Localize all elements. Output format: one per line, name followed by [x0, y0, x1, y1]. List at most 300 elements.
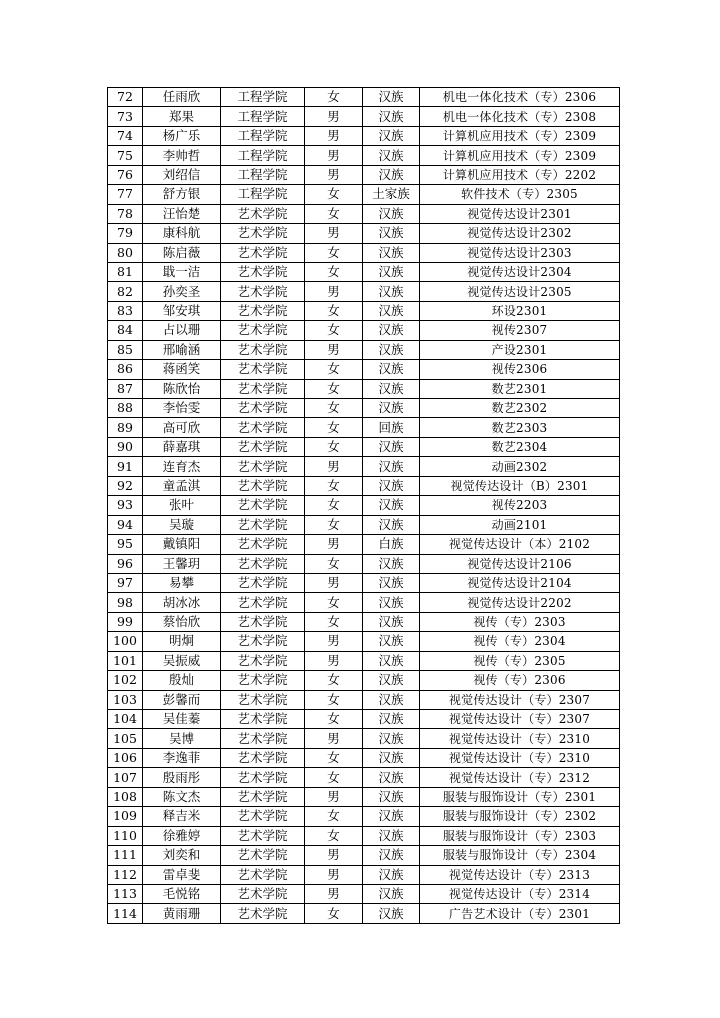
student-name-cell: 邹安琪 — [143, 301, 221, 320]
table-row — [108, 748, 620, 767]
ethnicity-cell: 汉族 — [363, 671, 420, 690]
row-number-cell: 114 — [108, 904, 143, 923]
table-row — [108, 379, 620, 398]
major-class-cell: 动画2302 — [420, 457, 620, 476]
major-class-cell: 视觉传达设计（专）2307 — [420, 710, 620, 729]
ethnicity-cell: 汉族 — [363, 243, 420, 262]
row-number-cell: 86 — [108, 360, 143, 379]
ethnicity-cell: 汉族 — [363, 884, 420, 903]
major-class-cell: 数艺2301 — [420, 379, 620, 398]
ethnicity-cell: 汉族 — [363, 865, 420, 884]
gender-cell: 女 — [305, 379, 363, 398]
college-cell: 艺术学院 — [221, 535, 305, 554]
student-name-cell: 杨广乐 — [143, 126, 221, 145]
gender-cell: 女 — [305, 593, 363, 612]
table-row — [108, 224, 620, 243]
table-row — [108, 107, 620, 126]
table-row — [108, 787, 620, 806]
major-class-cell: 产设2301 — [420, 340, 620, 359]
gender-cell: 女 — [305, 612, 363, 631]
student-name-cell: 童孟淇 — [143, 476, 221, 495]
row-number-cell: 74 — [108, 126, 143, 145]
major-class-cell: 视觉传达设计（专）2310 — [420, 748, 620, 767]
ethnicity-cell: 汉族 — [363, 360, 420, 379]
table-row — [108, 573, 620, 592]
table-row — [108, 826, 620, 845]
student-name-cell: 张叶 — [143, 496, 221, 515]
row-number-cell: 111 — [108, 846, 143, 865]
ethnicity-cell: 汉族 — [363, 107, 420, 126]
row-number-cell: 76 — [108, 165, 143, 184]
gender-cell: 女 — [305, 360, 363, 379]
ethnicity-cell: 汉族 — [363, 710, 420, 729]
student-name-cell: 舒方银 — [143, 185, 221, 204]
ethnicity-cell: 土家族 — [363, 185, 420, 204]
ethnicity-cell: 汉族 — [363, 301, 420, 320]
row-number-cell: 91 — [108, 457, 143, 476]
college-cell: 艺术学院 — [221, 496, 305, 515]
major-class-cell: 机电一体化技术（专）2306 — [420, 88, 620, 107]
gender-cell: 女 — [305, 904, 363, 923]
ethnicity-cell: 汉族 — [363, 204, 420, 223]
major-class-cell: 视传（专）2303 — [420, 612, 620, 631]
college-cell: 艺术学院 — [221, 671, 305, 690]
ethnicity-cell: 汉族 — [363, 651, 420, 670]
major-class-cell: 视觉传达设计（B）2301 — [420, 476, 620, 495]
gender-cell: 男 — [305, 729, 363, 748]
ethnicity-cell: 汉族 — [363, 262, 420, 281]
student-name-cell: 陈启薇 — [143, 243, 221, 262]
major-class-cell: 机电一体化技术（专）2308 — [420, 107, 620, 126]
college-cell: 艺术学院 — [221, 515, 305, 534]
college-cell: 艺术学院 — [221, 826, 305, 845]
student-name-cell: 刘奕和 — [143, 846, 221, 865]
major-class-cell: 视觉传达设计（专）2313 — [420, 865, 620, 884]
college-cell: 艺术学院 — [221, 340, 305, 359]
gender-cell: 男 — [305, 146, 363, 165]
row-number-cell: 100 — [108, 632, 143, 651]
major-class-cell: 视觉传达设计（专）2307 — [420, 690, 620, 709]
gender-cell: 女 — [305, 768, 363, 787]
row-number-cell: 108 — [108, 787, 143, 806]
row-number-cell: 84 — [108, 321, 143, 340]
major-class-cell: 视传2203 — [420, 496, 620, 515]
row-number-cell: 81 — [108, 262, 143, 281]
college-cell: 艺术学院 — [221, 690, 305, 709]
gender-cell: 女 — [305, 826, 363, 845]
student-name-cell: 殷灿 — [143, 671, 221, 690]
table-row — [108, 457, 620, 476]
table-row — [108, 612, 620, 631]
college-cell: 工程学院 — [221, 185, 305, 204]
college-cell: 艺术学院 — [221, 476, 305, 495]
row-number-cell: 77 — [108, 185, 143, 204]
table-row — [108, 399, 620, 418]
row-number-cell: 103 — [108, 690, 143, 709]
row-number-cell: 110 — [108, 826, 143, 845]
student-name-cell: 王馨玥 — [143, 554, 221, 573]
college-cell: 工程学院 — [221, 126, 305, 145]
row-number-cell: 113 — [108, 884, 143, 903]
row-number-cell: 105 — [108, 729, 143, 748]
gender-cell: 女 — [305, 185, 363, 204]
student-name-cell: 戴镇阳 — [143, 535, 221, 554]
ethnicity-cell: 白族 — [363, 535, 420, 554]
gender-cell: 男 — [305, 457, 363, 476]
table-row — [108, 884, 620, 903]
major-class-cell: 视传2307 — [420, 321, 620, 340]
ethnicity-cell: 汉族 — [363, 340, 420, 359]
ethnicity-cell: 汉族 — [363, 379, 420, 398]
student-name-cell: 易攀 — [143, 573, 221, 592]
roster-body — [108, 88, 620, 924]
gender-cell: 女 — [305, 418, 363, 437]
ethnicity-cell: 回族 — [363, 418, 420, 437]
row-number-cell: 112 — [108, 865, 143, 884]
row-number-cell: 107 — [108, 768, 143, 787]
row-number-cell: 87 — [108, 379, 143, 398]
gender-cell: 女 — [305, 476, 363, 495]
college-cell: 艺术学院 — [221, 612, 305, 631]
ethnicity-cell: 汉族 — [363, 729, 420, 748]
college-cell: 艺术学院 — [221, 865, 305, 884]
row-number-cell: 90 — [108, 437, 143, 456]
student-name-cell: 戢一洁 — [143, 262, 221, 281]
table-row — [108, 262, 620, 281]
student-name-cell: 吴博 — [143, 729, 221, 748]
major-class-cell: 广告艺术设计（专）2301 — [420, 904, 620, 923]
table-row — [108, 496, 620, 515]
table-row — [108, 476, 620, 495]
college-cell: 工程学院 — [221, 165, 305, 184]
college-cell: 艺术学院 — [221, 651, 305, 670]
row-number-cell: 106 — [108, 748, 143, 767]
major-class-cell: 服装与服饰设计（专）2304 — [420, 846, 620, 865]
table-row — [108, 690, 620, 709]
gender-cell: 男 — [305, 126, 363, 145]
gender-cell: 男 — [305, 865, 363, 884]
row-number-cell: 96 — [108, 554, 143, 573]
table-row — [108, 88, 620, 107]
student-name-cell: 吴璇 — [143, 515, 221, 534]
major-class-cell: 视觉传达设计2301 — [420, 204, 620, 223]
major-class-cell: 视觉传达设计2104 — [420, 573, 620, 592]
gender-cell: 女 — [305, 554, 363, 573]
college-cell: 艺术学院 — [221, 282, 305, 301]
row-number-cell: 98 — [108, 593, 143, 612]
ethnicity-cell: 汉族 — [363, 165, 420, 184]
college-cell: 艺术学院 — [221, 846, 305, 865]
student-name-cell: 黄雨珊 — [143, 904, 221, 923]
gender-cell: 女 — [305, 748, 363, 767]
student-name-cell: 汪怡楚 — [143, 204, 221, 223]
student-name-cell: 占以珊 — [143, 321, 221, 340]
college-cell: 工程学院 — [221, 107, 305, 126]
gender-cell: 女 — [305, 671, 363, 690]
gender-cell: 男 — [305, 573, 363, 592]
major-class-cell: 视觉传达设计（专）2314 — [420, 884, 620, 903]
college-cell: 艺术学院 — [221, 787, 305, 806]
major-class-cell: 数艺2304 — [420, 437, 620, 456]
student-name-cell: 李帅哲 — [143, 146, 221, 165]
college-cell: 艺术学院 — [221, 360, 305, 379]
ethnicity-cell: 汉族 — [363, 515, 420, 534]
student-roster-table — [107, 87, 620, 924]
row-number-cell: 101 — [108, 651, 143, 670]
gender-cell: 女 — [305, 690, 363, 709]
ethnicity-cell: 汉族 — [363, 690, 420, 709]
student-name-cell: 邢喻涵 — [143, 340, 221, 359]
student-name-cell: 刘绍信 — [143, 165, 221, 184]
gender-cell: 女 — [305, 301, 363, 320]
ethnicity-cell: 汉族 — [363, 748, 420, 767]
row-number-cell: 109 — [108, 807, 143, 826]
college-cell: 艺术学院 — [221, 729, 305, 748]
ethnicity-cell: 汉族 — [363, 146, 420, 165]
table-row — [108, 846, 620, 865]
table-row — [108, 360, 620, 379]
table-row — [108, 554, 620, 573]
student-name-cell: 彭馨而 — [143, 690, 221, 709]
row-number-cell: 72 — [108, 88, 143, 107]
college-cell: 艺术学院 — [221, 807, 305, 826]
college-cell: 艺术学院 — [221, 710, 305, 729]
college-cell: 艺术学院 — [221, 321, 305, 340]
gender-cell: 男 — [305, 224, 363, 243]
student-name-cell: 陈欣怡 — [143, 379, 221, 398]
table-row — [108, 282, 620, 301]
major-class-cell: 软件技术（专）2305 — [420, 185, 620, 204]
major-class-cell: 计算机应用技术（专）2309 — [420, 146, 620, 165]
ethnicity-cell: 汉族 — [363, 807, 420, 826]
major-class-cell: 计算机应用技术（专）2309 — [420, 126, 620, 145]
ethnicity-cell: 汉族 — [363, 632, 420, 651]
college-cell: 艺术学院 — [221, 204, 305, 223]
gender-cell: 女 — [305, 496, 363, 515]
ethnicity-cell: 汉族 — [363, 476, 420, 495]
table-row — [108, 321, 620, 340]
student-name-cell: 孙奕圣 — [143, 282, 221, 301]
table-row — [108, 710, 620, 729]
major-class-cell: 视觉传达设计（专）2310 — [420, 729, 620, 748]
student-name-cell: 郑果 — [143, 107, 221, 126]
row-number-cell: 79 — [108, 224, 143, 243]
table-row — [108, 593, 620, 612]
row-number-cell: 73 — [108, 107, 143, 126]
row-number-cell: 97 — [108, 573, 143, 592]
gender-cell: 男 — [305, 632, 363, 651]
ethnicity-cell: 汉族 — [363, 573, 420, 592]
ethnicity-cell: 汉族 — [363, 787, 420, 806]
college-cell: 艺术学院 — [221, 379, 305, 398]
ethnicity-cell: 汉族 — [363, 593, 420, 612]
student-name-cell: 吴振威 — [143, 651, 221, 670]
major-class-cell: 视传（专）2305 — [420, 651, 620, 670]
table-row — [108, 418, 620, 437]
table-row — [108, 729, 620, 748]
table-row — [108, 340, 620, 359]
major-class-cell: 视觉传达设计2302 — [420, 224, 620, 243]
college-cell: 艺术学院 — [221, 301, 305, 320]
major-class-cell: 视传（专）2304 — [420, 632, 620, 651]
row-number-cell: 92 — [108, 476, 143, 495]
row-number-cell: 95 — [108, 535, 143, 554]
table-row — [108, 126, 620, 145]
row-number-cell: 99 — [108, 612, 143, 631]
row-number-cell: 93 — [108, 496, 143, 515]
college-cell: 艺术学院 — [221, 632, 305, 651]
college-cell: 艺术学院 — [221, 768, 305, 787]
ethnicity-cell: 汉族 — [363, 768, 420, 787]
student-name-cell: 康科航 — [143, 224, 221, 243]
table-row — [108, 651, 620, 670]
college-cell: 艺术学院 — [221, 904, 305, 923]
major-class-cell: 视觉传达设计（专）2312 — [420, 768, 620, 787]
college-cell: 工程学院 — [221, 146, 305, 165]
row-number-cell: 78 — [108, 204, 143, 223]
gender-cell: 女 — [305, 710, 363, 729]
major-class-cell: 服装与服饰设计（专）2302 — [420, 807, 620, 826]
ethnicity-cell: 汉族 — [363, 224, 420, 243]
ethnicity-cell: 汉族 — [363, 321, 420, 340]
table-row — [108, 301, 620, 320]
table-row — [108, 515, 620, 534]
table-row — [108, 146, 620, 165]
student-name-cell: 陈文杰 — [143, 787, 221, 806]
major-class-cell: 环设2301 — [420, 301, 620, 320]
college-cell: 艺术学院 — [221, 224, 305, 243]
student-name-cell: 薛嘉琪 — [143, 437, 221, 456]
gender-cell: 女 — [305, 399, 363, 418]
college-cell: 艺术学院 — [221, 243, 305, 262]
student-name-cell: 李逸菲 — [143, 748, 221, 767]
major-class-cell: 服装与服饰设计（专）2303 — [420, 826, 620, 845]
gender-cell: 男 — [305, 340, 363, 359]
row-number-cell: 85 — [108, 340, 143, 359]
student-name-cell: 吴佳蓁 — [143, 710, 221, 729]
ethnicity-cell: 汉族 — [363, 612, 420, 631]
student-name-cell: 李怡雯 — [143, 399, 221, 418]
student-name-cell: 连育杰 — [143, 457, 221, 476]
table-row — [108, 768, 620, 787]
gender-cell: 男 — [305, 651, 363, 670]
table-row — [108, 904, 620, 923]
student-name-cell: 毛悦铭 — [143, 884, 221, 903]
row-number-cell: 102 — [108, 671, 143, 690]
college-cell: 艺术学院 — [221, 573, 305, 592]
major-class-cell: 视觉传达设计2305 — [420, 282, 620, 301]
college-cell: 艺术学院 — [221, 437, 305, 456]
college-cell: 艺术学院 — [221, 262, 305, 281]
student-name-cell: 任雨欣 — [143, 88, 221, 107]
gender-cell: 女 — [305, 321, 363, 340]
table-row — [108, 535, 620, 554]
table-row — [108, 807, 620, 826]
major-class-cell: 数艺2303 — [420, 418, 620, 437]
row-number-cell: 88 — [108, 399, 143, 418]
student-name-cell: 蒋函笑 — [143, 360, 221, 379]
ethnicity-cell: 汉族 — [363, 126, 420, 145]
row-number-cell: 80 — [108, 243, 143, 262]
college-cell: 艺术学院 — [221, 593, 305, 612]
gender-cell: 女 — [305, 515, 363, 534]
ethnicity-cell: 汉族 — [363, 496, 420, 515]
table-row — [108, 185, 620, 204]
major-class-cell: 动画2101 — [420, 515, 620, 534]
student-name-cell: 殷雨彤 — [143, 768, 221, 787]
major-class-cell: 视传2306 — [420, 360, 620, 379]
gender-cell: 男 — [305, 884, 363, 903]
major-class-cell: 数艺2302 — [420, 399, 620, 418]
ethnicity-cell: 汉族 — [363, 399, 420, 418]
table-row — [108, 204, 620, 223]
major-class-cell: 视觉传达设计2303 — [420, 243, 620, 262]
student-name-cell: 明炯 — [143, 632, 221, 651]
gender-cell: 女 — [305, 88, 363, 107]
ethnicity-cell: 汉族 — [363, 88, 420, 107]
major-class-cell: 视传（专）2306 — [420, 671, 620, 690]
major-class-cell: 计算机应用技术（专）2202 — [420, 165, 620, 184]
row-number-cell: 75 — [108, 146, 143, 165]
gender-cell: 女 — [305, 437, 363, 456]
student-name-cell: 雷卓斐 — [143, 865, 221, 884]
row-number-cell: 82 — [108, 282, 143, 301]
table-row — [108, 437, 620, 456]
student-name-cell: 释吉米 — [143, 807, 221, 826]
ethnicity-cell: 汉族 — [363, 457, 420, 476]
ethnicity-cell: 汉族 — [363, 904, 420, 923]
ethnicity-cell: 汉族 — [363, 826, 420, 845]
student-name-cell: 蔡怡欣 — [143, 612, 221, 631]
college-cell: 艺术学院 — [221, 457, 305, 476]
table-row — [108, 632, 620, 651]
row-number-cell: 89 — [108, 418, 143, 437]
gender-cell: 男 — [305, 787, 363, 806]
gender-cell: 女 — [305, 807, 363, 826]
student-name-cell: 胡冰冰 — [143, 593, 221, 612]
student-name-cell: 高可欣 — [143, 418, 221, 437]
major-class-cell: 视觉传达设计2106 — [420, 554, 620, 573]
row-number-cell: 83 — [108, 301, 143, 320]
major-class-cell: 视觉传达设计（本）2102 — [420, 535, 620, 554]
college-cell: 工程学院 — [221, 88, 305, 107]
student-name-cell: 徐雅婷 — [143, 826, 221, 845]
gender-cell: 男 — [305, 107, 363, 126]
major-class-cell: 视觉传达设计2304 — [420, 262, 620, 281]
row-number-cell: 104 — [108, 710, 143, 729]
gender-cell: 女 — [305, 204, 363, 223]
table-row — [108, 165, 620, 184]
gender-cell: 女 — [305, 262, 363, 281]
ethnicity-cell: 汉族 — [363, 282, 420, 301]
ethnicity-cell: 汉族 — [363, 846, 420, 865]
row-number-cell: 94 — [108, 515, 143, 534]
table-row — [108, 865, 620, 884]
college-cell: 艺术学院 — [221, 399, 305, 418]
college-cell: 艺术学院 — [221, 884, 305, 903]
ethnicity-cell: 汉族 — [363, 554, 420, 573]
table-row — [108, 671, 620, 690]
college-cell: 艺术学院 — [221, 418, 305, 437]
college-cell: 艺术学院 — [221, 554, 305, 573]
ethnicity-cell: 汉族 — [363, 437, 420, 456]
gender-cell: 男 — [305, 535, 363, 554]
major-class-cell: 服装与服饰设计（专）2301 — [420, 787, 620, 806]
gender-cell: 男 — [305, 846, 363, 865]
major-class-cell: 视觉传达设计2202 — [420, 593, 620, 612]
gender-cell: 女 — [305, 243, 363, 262]
table-row — [108, 243, 620, 262]
